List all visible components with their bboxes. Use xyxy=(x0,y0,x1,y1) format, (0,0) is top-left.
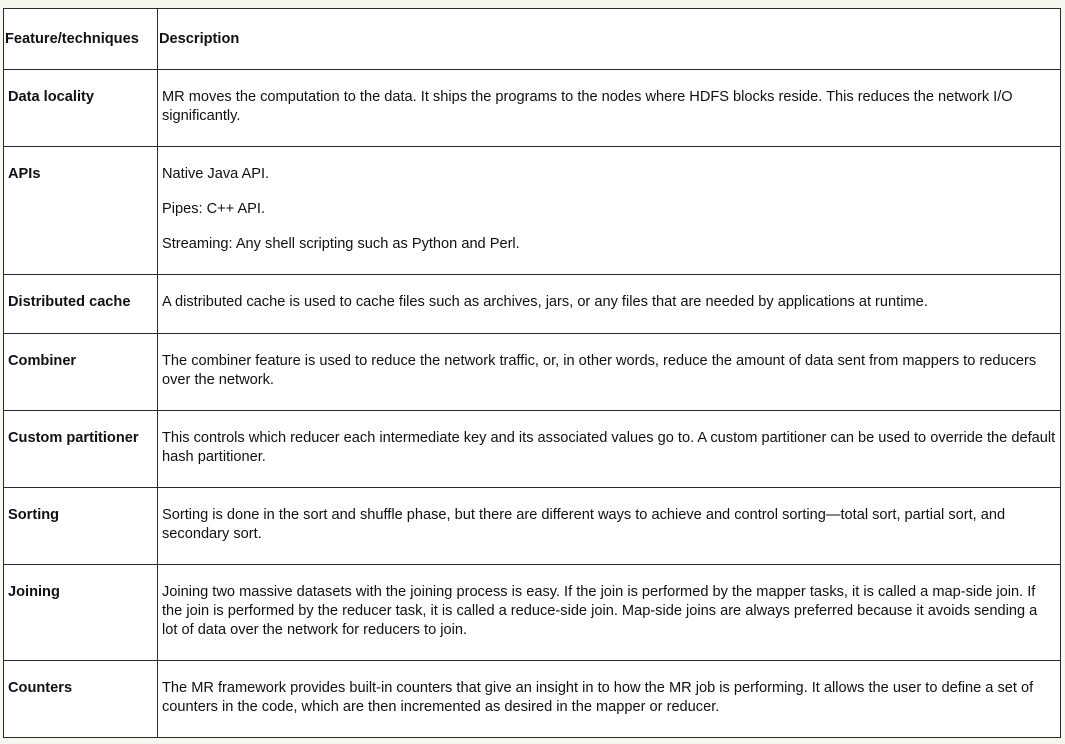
description-text: A distributed cache is used to cache files such as archives, jars, or any files that are needed by applications at runtime. xyxy=(162,294,928,310)
feature-cell xyxy=(4,565,158,661)
feature-name: Sorting xyxy=(8,507,60,523)
table-row xyxy=(4,411,1061,488)
feature-name: Data locality xyxy=(8,89,94,105)
table-row xyxy=(4,488,1061,565)
description-cell xyxy=(158,70,1061,147)
description-line: Pipes: C++ API. xyxy=(162,201,266,217)
description-cell xyxy=(158,147,1061,275)
description-text: The MR framework provides built-in counters that give an insight in to how the MR job is performing. It allows the user to define a set of counters in the code, which are then incremented as desired in the mapper or reducer. xyxy=(162,680,1034,715)
feature-cell xyxy=(4,661,158,738)
description-line: Streaming: Any shell scripting such as Python and Perl. xyxy=(162,236,520,252)
description-cell xyxy=(158,661,1061,738)
table-row xyxy=(4,661,1061,738)
description-text: This controls which reducer each intermediate key and its associated values go to. A custom partitioner can be used to override the default hash partitioner. xyxy=(162,430,1056,465)
feature-cell xyxy=(4,334,158,411)
table-header-row xyxy=(4,9,1061,70)
feature-cell xyxy=(4,488,158,565)
features-table xyxy=(3,8,1061,738)
feature-name: Custom partitioner xyxy=(8,430,139,446)
description-cell xyxy=(158,334,1061,411)
table-row xyxy=(4,70,1061,147)
table-row xyxy=(4,334,1061,411)
description-cell xyxy=(158,275,1061,334)
description-text: The combiner feature is used to reduce the network traffic, or, in other words, reduce the amount of data sent from mappers to reducers over the network. xyxy=(162,353,1037,388)
description-text: Sorting is done in the sort and shuffle phase, but there are different ways to achieve and control sorting—total sort, partial sort, and secondary sort. xyxy=(162,507,1006,542)
features-table-container xyxy=(3,8,1060,738)
feature-name: Joining xyxy=(8,584,60,600)
table-row xyxy=(4,565,1061,661)
feature-cell xyxy=(4,275,158,334)
description-cell xyxy=(158,488,1061,565)
feature-name: Distributed cache xyxy=(8,294,131,310)
description-text: MR moves the computation to the data. It ships the programs to the nodes where HDFS blocks reside. This reduces the network I/O significantly. xyxy=(162,89,1013,124)
feature-cell xyxy=(4,411,158,488)
header-feature: Feature/techniques xyxy=(4,9,158,70)
feature-name: APIs xyxy=(8,166,41,182)
description-line: Native Java API. xyxy=(162,166,270,182)
header-description: Description xyxy=(158,9,1061,70)
feature-cell xyxy=(4,147,158,275)
feature-cell xyxy=(4,70,158,147)
table-row xyxy=(4,147,1061,275)
description-cell xyxy=(158,411,1061,488)
feature-name: Combiner xyxy=(8,353,77,369)
table-row xyxy=(4,275,1061,334)
description-cell xyxy=(158,565,1061,661)
description-text: Joining two massive datasets with the joining process is easy. If the join is performed by the mapper tasks, it is called a map-side join. If the join is performed by the reducer task, it is called a reduce-side join. Map-side joins are always preferred because it avoids sending a lot of data over the network for reducers to join. xyxy=(162,584,1038,638)
feature-name: Counters xyxy=(8,680,73,696)
